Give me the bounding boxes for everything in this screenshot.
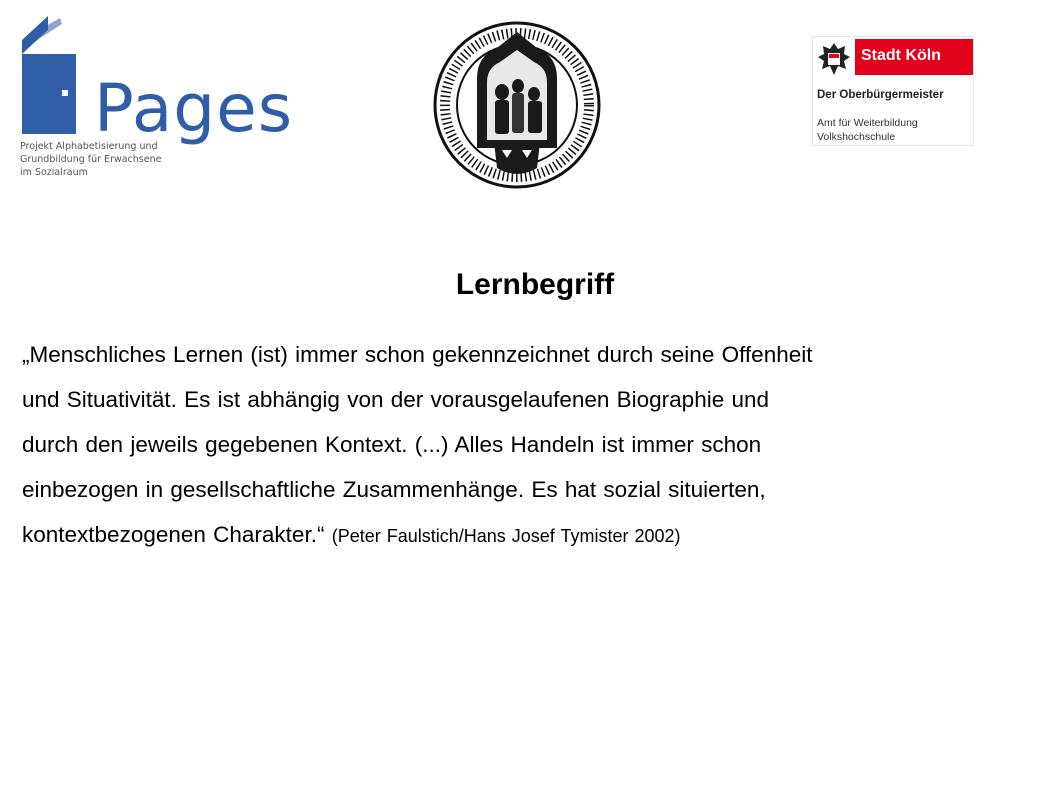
pages-tagline-line: Grundbildung für Erwachsene	[20, 154, 162, 165]
koeln-vhs: Volkshochschule	[817, 131, 896, 143]
quote-line: kontextbezogenen Charakter.“	[22, 522, 325, 547]
koeln-oberbuergermeister: Der Oberbürgermeister	[817, 89, 944, 101]
stadt-koeln-logo	[812, 36, 974, 146]
university-seal-icon	[432, 20, 602, 190]
koeln-amt: Amt für Weiterbildung	[817, 117, 918, 129]
pages-tagline-line: im Sozialraum	[20, 167, 88, 178]
pages-wordmark: Pages	[94, 70, 294, 147]
pages-logo	[18, 14, 293, 194]
quote-last-line	[22, 512, 1052, 559]
quote-block	[22, 332, 1052, 559]
quote-line: und Situativität. Es ist abhängig von der vorausgelaufenen Biographie und	[22, 387, 770, 412]
city-crest-icon	[817, 41, 851, 77]
quote-line: durch den jeweils gegebenen Kontext. (...) Alles Handeln ist immer schon	[22, 432, 762, 457]
citation: (Peter Faulstich/Hans Josef Tymister 2002)	[331, 526, 681, 546]
quote-line: einbezogen in gesellschaftliche Zusammenhänge. Es hat sozial situierten,	[22, 477, 766, 502]
page-title: Lernbegriff	[455, 268, 615, 301]
koeln-banner-text: Stadt Köln	[861, 47, 941, 64]
book-door-icon	[18, 14, 98, 144]
pages-tagline	[20, 140, 220, 179]
pages-tagline-line: Projekt Alphabetisierung und	[20, 141, 158, 152]
quote-line: „Menschliches Lernen (ist) immer schon gekennzeichnet durch seine Offenheit	[22, 342, 813, 367]
koeln-banner	[855, 39, 973, 75]
